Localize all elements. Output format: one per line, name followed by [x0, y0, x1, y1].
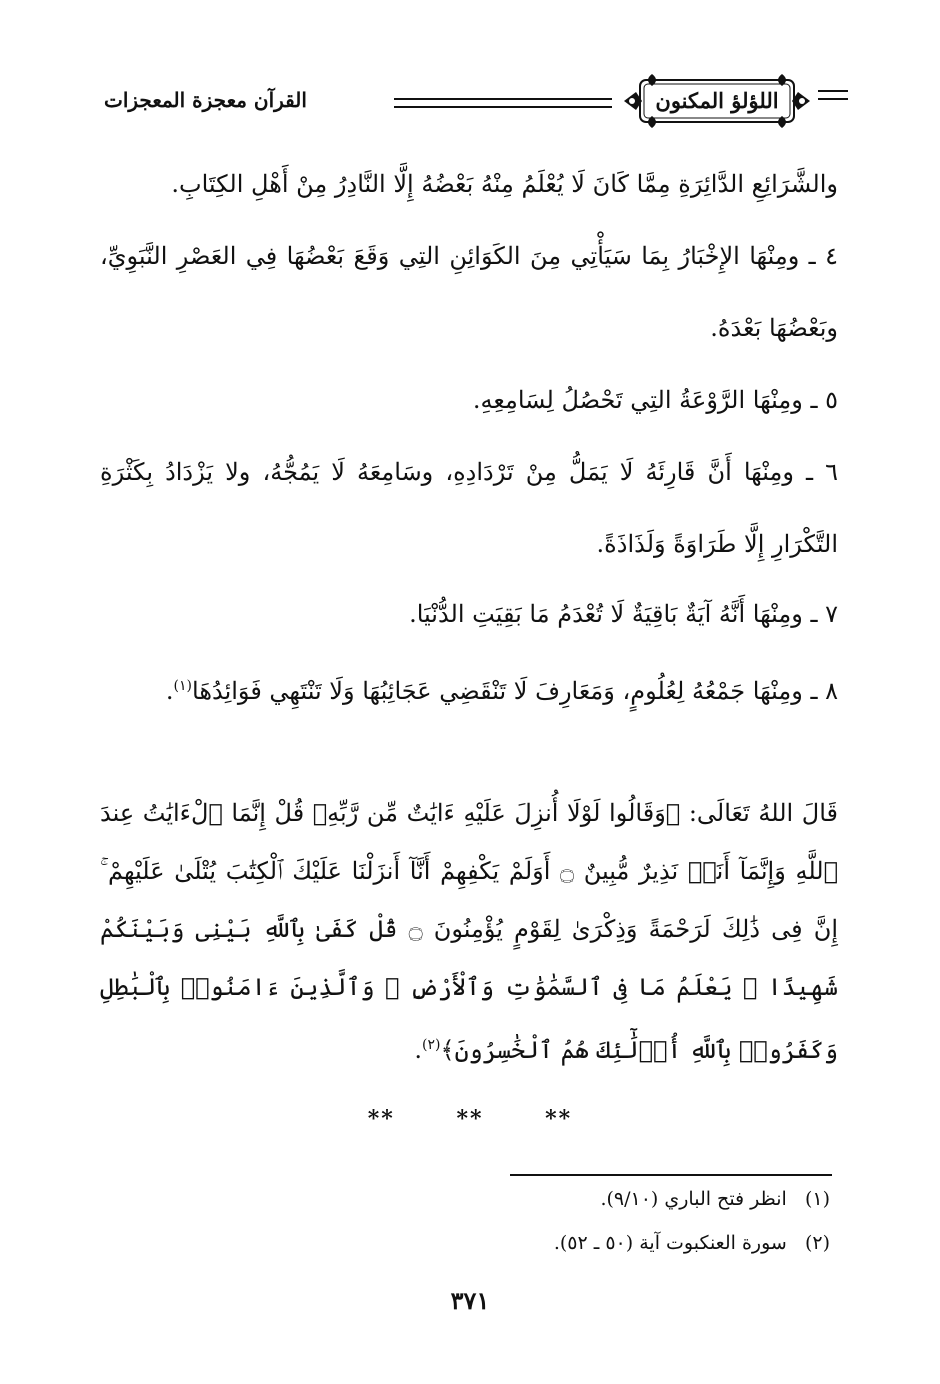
paragraph-continuation: [100, 148, 838, 220]
footnote-text: سورة العنكبوت آية (٥٠ ـ ٥٢).: [553, 1232, 787, 1254]
paragraph-text: ٨ ـ ومِنْهَا جَمْعُهُ لِعُلُومٍ، وَمَعَارِفَ لَا تَنْقَضِي عَجَائِبُهَا وَلَا تَنْتَهِي فَوَائِدُهَا: [192, 677, 838, 705]
paragraph-item-7: [100, 578, 838, 650]
paragraph-item-6: [100, 436, 838, 580]
paragraph-text: ٥ ـ ومِنْهَا الرَّوْعَةُ التِي تَحْصُلُ لِسَامِعِهِ.: [472, 386, 838, 414]
quran-intro: قَالَ اللهُ تَعَالَى:: [688, 799, 838, 827]
section-separator: [0, 1106, 940, 1132]
separator-mark: **: [545, 1106, 573, 1132]
separator-mark: **: [367, 1106, 395, 1132]
footnote-1: [600, 1188, 830, 1210]
running-header: [96, 62, 848, 138]
quran-quotation: [100, 784, 838, 1079]
quran-verses: ﴿وَقَالُوا لَوْلَا أُنزِلَ عَلَيْهِ ءَايَٰتٌ مِّن رَّبِّهِۦ قُلْ إِنَّمَا ٱلْءَايَٰتُ عِندَ ٱللَّهِ وَإِنَّمَآ أَنَا۠ نَذِيرٌ مُّبِينٌ ۝ أَوَلَمْ يَكْفِهِمْ أَنَّآ أَنزَلْنَا عَلَيْكَ ٱلْكِتَٰبَ يُتْلَىٰ عَلَيْهِمْ ۚ إِنَّ فِى ذَٰلِكَ لَرَحْمَةً وَذِكْرَىٰ لِقَوْمٍ يُؤْمِنُونَ ۝ قُلْ كَفَىٰ بِٱللَّهِ بَيْنِى وَبَيْنَكُمْ شَهِيدًا ۖ يَعْلَمُ مَا فِى ٱلسَّمَٰوَٰتِ وَٱلْأَرْضِ ۗ وَٱلَّذِينَ ءَامَنُوا۟ بِٱلْبَٰطِلِ وَكَفَرُوا۟ بِٱللَّهِ أُو۟لَٰٓئِكَ هُمُ ٱلْخَٰسِرُونَ﴾: [100, 799, 838, 1064]
punctuation: .: [165, 677, 174, 705]
header-right-rule: [818, 90, 848, 100]
book-title: اللؤلؤ المكنون: [655, 88, 779, 113]
footnote-marker: (٢): [804, 1232, 830, 1254]
paragraph-text: ٤ ـ ومِنْهَا الإِخْبَارُ بِمَا سَيَأْتِي مِنَ الكَوَائِنِ التِي وَقَعَ بَعْضُهَا فِي العَصْرِ النَّبَوِيِّ، وبَعْضُهَا بَعْدَهُ.: [100, 242, 838, 342]
footnote-2: [554, 1232, 830, 1254]
paragraph-item-8: [100, 650, 838, 727]
separator-mark: **: [456, 1106, 484, 1132]
paragraph-text: والشَّرَائِعِ الدَّائِرَةِ مِمَّا كَانَ لَا يُعْلَمُ مِنْهُ بَعْضُهُ إِلَّا النَّادِرُ مِنْ أَهْلِ الكِتَابِ.: [171, 170, 838, 198]
punctuation: .: [414, 1036, 423, 1064]
paragraph-text: ٦ ـ ومِنْهَا أَنَّ قَارِئَهُ لَا يَمَلُّ مِنْ تَرْدَادِهِ، وسَامِعَهُ لَا يَمُجُّهُ، ولا يَزْدَادُ بِكَثْرَةِ التَّكْرَارِ إِلَّا طَرَاوَةً وَلَذَاذَةً.: [100, 458, 838, 558]
footnote-marker: (١): [804, 1188, 830, 1210]
footnote-divider: [510, 1174, 832, 1176]
chapter-title: القرآن معجزة المعجزات: [104, 88, 307, 112]
footnote-ref[interactable]: (٢): [422, 1037, 441, 1053]
book-title-cartouche: [622, 70, 812, 132]
paragraph-item-5: [100, 364, 838, 436]
paragraph-text: ٧ ـ ومِنْهَا أَنَّهُ آيَةٌ بَاقِيَةٌ لَا تُعْدَمُ مَا بَقِيَتِ الدُّنْيَا.: [409, 600, 838, 628]
footnote-ref[interactable]: (١): [173, 678, 193, 694]
paragraph-item-4: [100, 220, 838, 364]
page-number: ٣٧١: [450, 1286, 490, 1315]
header-rule-middle: [394, 98, 612, 108]
header-rule-short: [818, 90, 848, 100]
footnote-text: انظر فتح الباري (٩/١٠).: [600, 1188, 787, 1210]
